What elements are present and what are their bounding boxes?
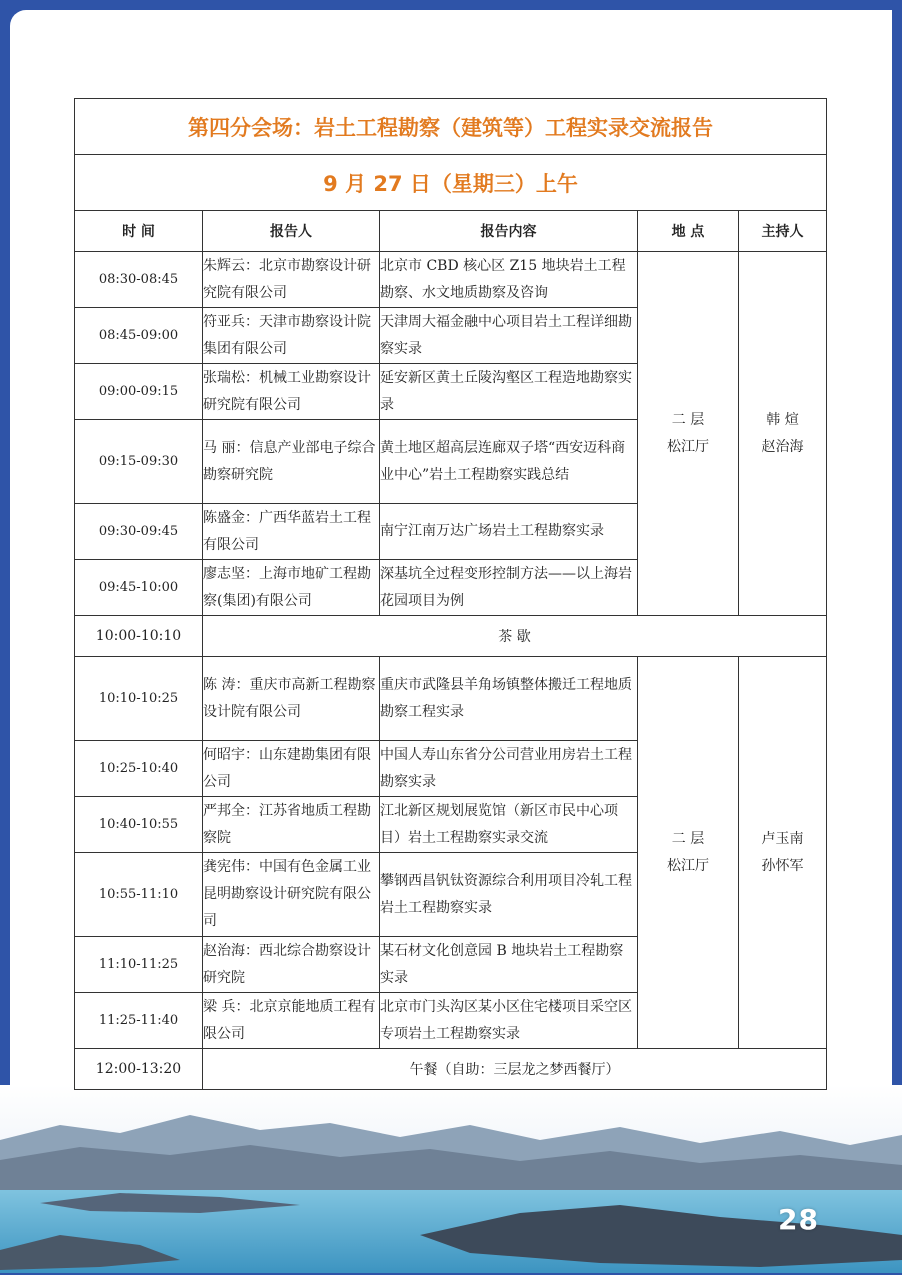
host-cell (739, 657, 827, 1049)
time-cell: 09:15-09:30 (75, 420, 203, 504)
time-cell: 11:25-11:40 (75, 993, 203, 1049)
venue-hall: 松江厅 (667, 857, 709, 874)
tea-break-row (75, 616, 827, 657)
session-title: 第四分会场：岩土工程勘察（建筑等）工程实录交流报告 (75, 99, 827, 155)
session-date: 9 月 27 日（星期三）上午 (75, 155, 827, 211)
venue-cell (638, 252, 739, 616)
column-header-host: 主持人 (739, 211, 827, 252)
content-cell: 重庆市武隆县羊角场镇整体搬迁工程地质勘察工程实录 (380, 657, 638, 741)
time-cell: 10:40-10:55 (75, 797, 203, 853)
speaker-cell: 梁 兵：北京京能地质工程有限公司 (203, 993, 380, 1049)
table-row (75, 657, 827, 741)
speaker-cell: 张瑞松：机械工业勘察设计研究院有限公司 (203, 364, 380, 420)
speaker-cell: 符亚兵：天津市勘察设计院集团有限公司 (203, 308, 380, 364)
time-cell: 10:10-10:25 (75, 657, 203, 741)
lunch-label: 午餐（自助：三层龙之梦西餐厅） (203, 1049, 827, 1090)
speaker-cell: 陈盛金：广西华蓝岩土工程有限公司 (203, 504, 380, 560)
content-cell: 攀钢西昌钒钛资源综合利用项目冷轧工程岩土工程勘察实录 (380, 853, 638, 937)
speaker-cell: 赵治海：西北综合勘察设计研究院 (203, 937, 380, 993)
tea-break-label: 茶 歇 (203, 616, 827, 657)
time-cell: 11:10-11:25 (75, 937, 203, 993)
column-header-speaker: 报告人 (203, 211, 380, 252)
speaker-cell: 龚宪伟：中国有色金属工业昆明勘察设计研究院有限公司 (203, 853, 380, 937)
schedule-table (74, 98, 827, 1090)
speaker-cell: 朱辉云：北京市勘察设计研究院有限公司 (203, 252, 380, 308)
time-cell: 08:45-09:00 (75, 308, 203, 364)
time-cell: 10:55-11:10 (75, 853, 203, 937)
time-cell: 09:30-09:45 (75, 504, 203, 560)
speaker-cell: 廖志坚：上海市地矿工程勘察(集团)有限公司 (203, 560, 380, 616)
content-cell: 某石材文化创意园 B 地块岩土工程勘察实录 (380, 937, 638, 993)
table-row (75, 252, 827, 308)
content-cell: 天津周大福金融中心项目岩土工程详细勘察实录 (380, 308, 638, 364)
time-cell: 12:00-13:20 (75, 1049, 203, 1090)
time-cell: 08:30-08:45 (75, 252, 203, 308)
content-cell: 北京市 CBD 核心区 Z15 地块岩土工程勘察、水文地质勘察及咨询 (380, 252, 638, 308)
content-cell: 江北新区规划展览馆（新区市民中心项目）岩土工程勘察实录交流 (380, 797, 638, 853)
lunch-row (75, 1049, 827, 1090)
content-cell: 南宁江南万达广场岩土工程勘察实录 (380, 504, 638, 560)
time-cell: 09:00-09:15 (75, 364, 203, 420)
time-cell: 09:45-10:00 (75, 560, 203, 616)
content-cell: 延安新区黄土丘陵沟壑区工程造地勘察实录 (380, 364, 638, 420)
host-name: 卢玉南 (761, 830, 804, 847)
venue-hall: 松江厅 (667, 438, 709, 455)
host-name: 韩 煊 (766, 411, 799, 428)
time-cell: 10:00-10:10 (75, 616, 203, 657)
speaker-cell: 何昭宇：山东建勘集团有限公司 (203, 741, 380, 797)
venue-floor: 二 层 (671, 411, 705, 428)
column-header-time: 时 间 (75, 211, 203, 252)
host-cell (739, 252, 827, 616)
venue-floor: 二 层 (671, 830, 705, 847)
page-number: 28 (778, 1203, 819, 1236)
content-cell: 黄土地区超高层连廊双子塔“西安迈科商业中心”岩土工程勘察实践总结 (380, 420, 638, 504)
column-header-venue: 地 点 (638, 211, 739, 252)
venue-cell (638, 657, 739, 1049)
host-name: 赵治海 (761, 438, 804, 455)
time-cell: 10:25-10:40 (75, 741, 203, 797)
lake-mountain-illustration (0, 1085, 902, 1275)
column-header-content: 报告内容 (380, 211, 638, 252)
speaker-cell: 马 丽：信息产业部电子综合勘察研究院 (203, 420, 380, 504)
speaker-cell: 陈 涛：重庆市高新工程勘察设计院有限公司 (203, 657, 380, 741)
content-cell: 中国人寿山东省分公司营业用房岩土工程勘察实录 (380, 741, 638, 797)
content-cell: 北京市门头沟区某小区住宅楼项目采空区专项岩土工程勘察实录 (380, 993, 638, 1049)
host-name: 孙怀军 (761, 857, 804, 874)
speaker-cell: 严邦全：江苏省地质工程勘察院 (203, 797, 380, 853)
content-cell: 深基坑全过程变形控制方法——以上海岩花园项目为例 (380, 560, 638, 616)
